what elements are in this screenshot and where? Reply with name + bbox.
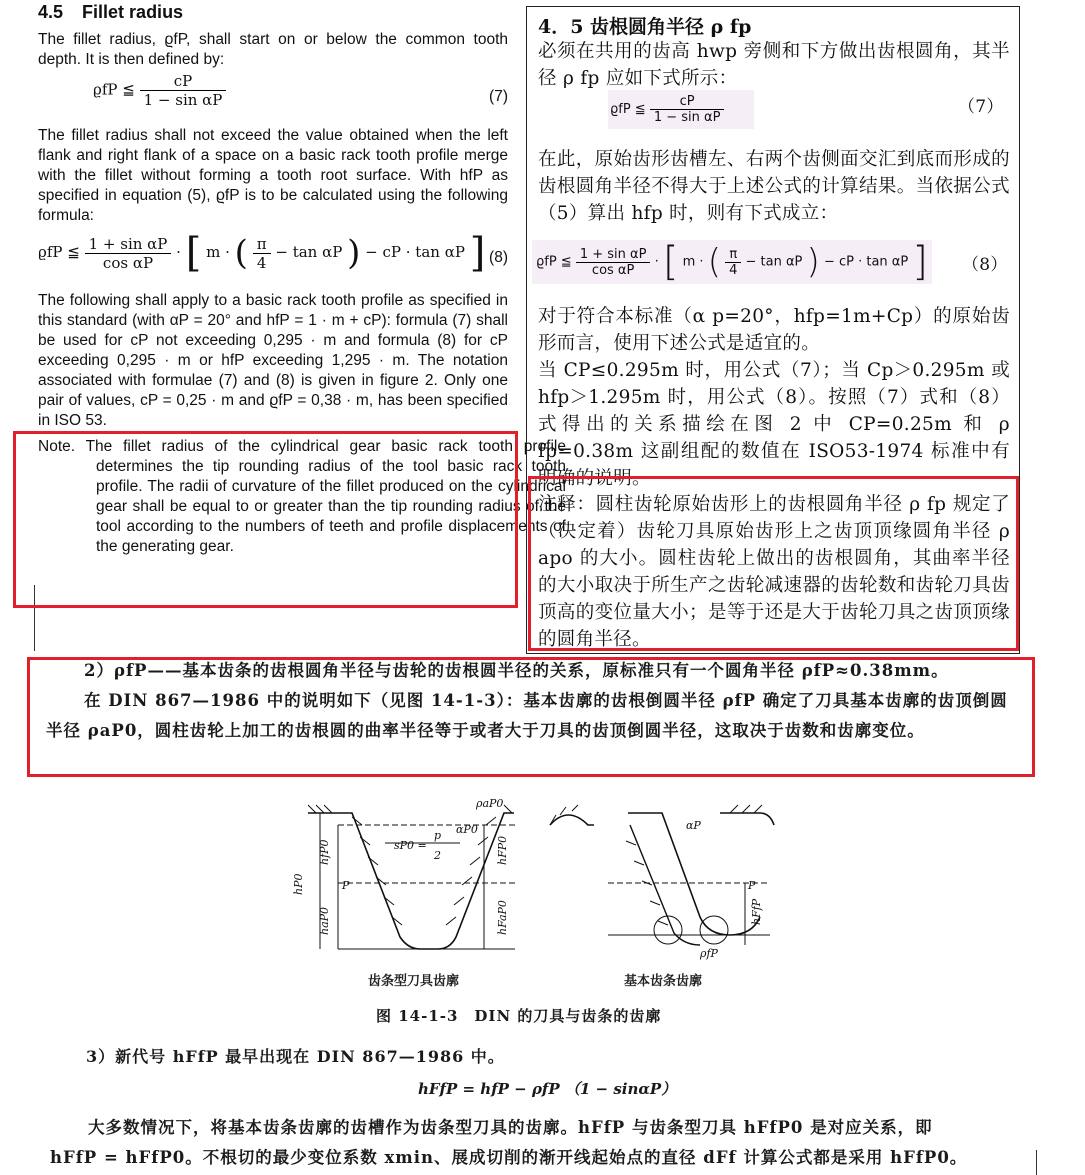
cn-intro-paragraph: 必须在共用的齿高 hwp 旁侧和下方做出齿根圆角，其半径 ρ fp 应如下式所示： (538, 41, 1010, 89)
eq8-lhs: ϱfP ≦ (38, 243, 80, 261)
cn-note: 注释：圆柱齿轮原始齿形上的齿根圆角半径 ρ fp 规定了（决定着）齿轮刀具原始齿形上之齿顶顶缘圆角半径 ρ apo 的大小。圆柱齿轮上做出的齿根圆角，其曲率半径的大小取决于所生产之齿轮减速器的齿轮数和齿轮刀具齿顶高的变位量大小；是等于还是大于齿轮刀具之齿顶顶缘的圆角半径。 (538, 494, 1010, 650)
cn-eq8-m: m · (682, 254, 704, 270)
label-hap0: haP0 (318, 906, 331, 935)
eq7-denominator: 1 − sin αP (143, 91, 223, 109)
cn-paragraph-4: 当 CP≤0.295m 时，用公式（7）；当 Cp＞0.295m 或 hfp＞1.295m 时，用公式（8）。按照（7）式和（8）式得出的关系描绘在图 2 中 CP=0.25m 和 ρ fp=0.38m 这副组配的数值在 ISO53-1974 标准中有明确的说明。 (538, 360, 1010, 489)
eq7-numerator: cP (140, 72, 227, 91)
figure-14-1-3 (290, 785, 780, 995)
eq8-tan: − tan αP (275, 243, 343, 261)
fig-right-caption: 基本齿条齿廓 (624, 974, 703, 989)
cn-paragraph-2: 在此，原始齿形齿槽左、右两个齿侧面交汇到底而形成的齿根圆角半径不得大于上述公式的计算结果。当依据公式（5）算出 hfp 时，则有下式成立： (538, 149, 1010, 224)
label-alpha-p: αP (686, 819, 701, 832)
eq8-number: (8) (489, 249, 508, 266)
eq8-denominator: cos αP (102, 253, 154, 272)
eq8-pi-fraction (253, 235, 271, 272)
en-equation-7 (93, 72, 226, 109)
highlight-box-en-note (13, 431, 518, 608)
highlight-box-book (27, 657, 1035, 777)
cn-section-title: 4．5 齿根圆角半径 ρ fp (538, 16, 752, 38)
eq7-fraction (140, 72, 227, 109)
section-title: Fillet radius (82, 2, 184, 22)
eq8-four: 4 (256, 253, 267, 272)
en-paragraph-3: The following shall apply to a basic rack tooth profile as specified in this standard (with αP = 20° and hfP = 1 · m + cP): formula (7) shall be used for cP not exceeding 0,295 · m and formula (8) for cP exceeding 0,295 · m or hfP exceeding 1,295 · m. The notation associated with formulae (7) and (8) is given in figure 2. Only one pair of values, cP = 0,25 · m and ϱfP = 0,38 · m, has been specified in ISO 53. (38, 292, 508, 429)
book-last-line1: 大多数情况下，将基本齿条齿廓的齿槽作为齿条型刀具的齿廓。hFfP 与齿条型刀具 hFfP0 是对应关系，即 (88, 1118, 933, 1137)
label-sp0: sP0 = (394, 839, 427, 852)
cn-eq8-tail: − cP · tan αP (823, 254, 909, 270)
en-paragraph-2: The fillet radius shall not exceed the value obtained when the left flank and right flank of a space on a basic rack tooth profile merge with the fillet without forming a tooth root surface. With hfP as specified in equation (5), ϱfP is to be calculated using the following formula: (38, 127, 508, 224)
eq8-dot: · (176, 243, 181, 261)
label-P-left: P (342, 879, 350, 892)
cn-eq7-lhs: ϱfP ≦ (610, 102, 646, 117)
highlight-box-cn-note (528, 476, 1019, 651)
section-heading (38, 2, 183, 23)
book-item-3: 3）新代号 hFfP 最早出现在 DIN 867—1986 中。 (86, 1047, 505, 1066)
cn-equation-8 (532, 240, 932, 284)
eq8-left-paren: ( (234, 233, 248, 273)
cn-eq8-right-paren: ) (806, 242, 820, 282)
book-formula: hFfP = hfP − ρfP （1 − sinαP） (418, 1080, 677, 1098)
cn-eq8-pi-fraction (725, 247, 741, 278)
eq8-right-bracket: ] (469, 230, 486, 276)
cn-eq8-lhs: ϱfP ≦ (536, 254, 572, 270)
label-alpha-p0: αP0 (456, 823, 478, 836)
label-hfp0: hFP0 (496, 835, 509, 865)
label-rho-ap0: ρaP0 (476, 797, 504, 810)
cn-eq7-numerator: cP (650, 94, 725, 110)
en-note: Note. The fillet radius of the cylindrical gear basic rack tooth profile determines the tip rounding radius of the tool basic rack tooth profile. The radii of curvature of the fillet produced on the cylindrical gear shall be equal to or greater than the tip rounding radius of the tool according to the numbers of teeth and profile displacements of the generating gear. (38, 438, 566, 555)
label-hfp0-left: hfP0 (318, 839, 331, 865)
book-last-paragraph (50, 1113, 1025, 1173)
cn-eq8-left-paren: ( (707, 242, 721, 282)
cn-eq7-number: （7） (958, 97, 1004, 117)
eq7-number: (7) (489, 88, 508, 105)
eq8-fraction (85, 235, 172, 272)
eq8-pi: π (253, 235, 271, 254)
section-number: 4.5 (38, 2, 64, 22)
label-P-right: P (748, 879, 756, 892)
label-2: 2 (434, 849, 441, 862)
label-hffp: hFfP (750, 898, 763, 925)
cn-eq8-four: 4 (729, 262, 738, 278)
cn-eq8-tan: − tan αP (745, 254, 803, 270)
cn-paragraph-3: 对于符合本标准（α p=20°，hfp=1m+Cp）的原始齿形而言，使用下述公式是适宜的。 (538, 306, 1010, 354)
cn-eq7-fraction (650, 94, 725, 125)
cn-eq8-pi: π (725, 247, 741, 263)
cn-eq8-right-bracket: ] (912, 239, 928, 285)
fig-left-caption: 齿条型刀具齿廓 (368, 974, 460, 989)
cn-eq8-number: （8） (962, 255, 1008, 275)
cn-eq8-dot: · (654, 254, 659, 270)
cn-eq7-denominator: 1 − sin αP (653, 110, 721, 125)
book-item2-line1: 2）ρfP——基本齿条的齿根圆角半径与齿轮的齿根圆半径的关系，原标准只有一个圆角半径 ρfP≈0.38mm。 (84, 661, 949, 680)
eq7-lhs: ϱfP ≦ (93, 80, 135, 99)
figure-caption: 图 14-1-3 DIN 的刀具与齿条的齿廓 (376, 1007, 662, 1025)
cn-equation-7 (608, 90, 754, 129)
label-hap0-right: hFaP0 (496, 900, 509, 935)
eq8-tail: − cP · tan αP (365, 243, 465, 261)
right-tooth-tip-left (550, 815, 594, 825)
cn-eq8-fraction (576, 247, 651, 278)
eq8-numerator: 1 + sin αP (85, 235, 172, 254)
cn-eq8-left-bracket: [ (662, 239, 679, 285)
eq8-left-bracket: [ (185, 230, 202, 276)
eq8-right-paren: ) (347, 233, 361, 273)
eq8-m: m · (206, 243, 230, 261)
label-hp0: hP0 (292, 873, 305, 895)
book-item2-line2: 在 DIN 867—1986 中的说明如下（见图 14-1-3）：基本齿廓的齿根倒圆半径 ρfP 确定了刀具基本齿廓的齿顶倒圆半径 ρaP0，圆柱齿轮上加工的齿根圆的曲率半径等于或者大于刀具的齿顶倒圆半径，这取决于齿数和齿廓变位。 (46, 691, 1008, 740)
cn-eq8-denominator: cos αP (591, 262, 635, 278)
en-equation-8 (38, 230, 486, 276)
cn-eq8-numerator: 1 + sin αP (576, 247, 651, 263)
en-intro-paragraph: The fillet radius, ϱfP, shall start on or below the common tooth depth. It is then defined by: (38, 31, 508, 68)
book-last-line2: hFfP = hFfP0。不根切的最少变位系数 xmin、展成切削的渐开线起始点的直径 dFf 计算公式都是采用 hFfP0。 (50, 1148, 968, 1167)
scan-edge-line (1036, 1150, 1037, 1175)
label-rho-fp: ρfP (700, 947, 718, 960)
label-p: p (434, 829, 442, 842)
